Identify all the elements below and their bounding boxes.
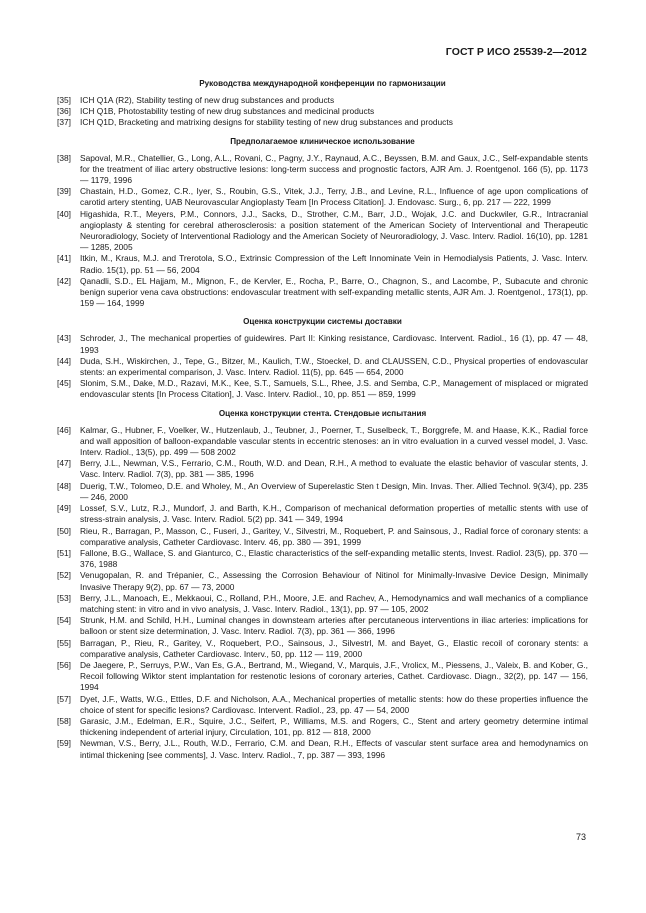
reference-number: [50] <box>57 525 71 536</box>
reference-text: De Jaegere, P., Serruys, P.W., Van Es, G.A., Bertrand, M., Wiegand, V., Marquis, J.F., Vrolicx, M., Piessens, J., Valeix, B. and Kober, G., Recoil following Wiktor stent implantation for restenotic lesions of coronary arteries, Cathet. Cardiovasc. Diagn., 32(2), pp. 147 — 156, 1994 <box>80 659 588 693</box>
reference-item <box>57 615 588 637</box>
reference-text: Slonim, S.M., Dake, M.D., Razavi, M.K., Kee, S.T., Samuels, S.L., Rhee, J.S. and Semba, C.P., Management of misplaced or migrated endovascular stents [In Process Citation], J. Vasc. Interv. Radiol., 10, pp. 851 — 859, 1999 <box>80 378 588 400</box>
reference-item <box>57 481 588 503</box>
reference-item <box>57 716 588 738</box>
section-title: Оценка конструкции системы доставки <box>243 317 402 327</box>
reference-text: Kalmar, G., Hubner, F., Voelker, W., Hutzenlaub, J., Teubner, J., Poerner, T., Suselbeck, T., Borggrefe, M. and Haase, K.K., Radial force and wall apposition of balloon-expandable vascular stents in eccentric stenoses: an in vitro evaluation in a curved vessel model, J. Vasc. Interv. Radiol., 13(5), pp. 499 — 508 2002 <box>80 424 588 458</box>
reference-item <box>57 209 588 254</box>
reference-item <box>57 425 588 459</box>
reference-item <box>57 95 588 106</box>
reference-number: [59] <box>57 738 71 749</box>
reference-number: [56] <box>57 659 71 670</box>
reference-number: [51] <box>57 547 71 558</box>
reference-item <box>57 333 588 355</box>
reference-item <box>57 660 588 694</box>
reference-item <box>57 106 588 117</box>
section-intended-clinical-use <box>57 136 588 310</box>
reference-item <box>57 593 588 615</box>
reference-item <box>57 503 588 525</box>
reference-number: [53] <box>57 592 71 603</box>
reference-text: Duda, S.H., Wiskirchen, J., Tepe, G., Bitzer, M., Kaulich, T.W., Stoeckel, D. and CLAUSSEN, C.D., Physical properties of endovascular stents: an experimental comparison, J. Vasc. Interv. Radiol. 11(5), pp. 645 — 654, 2000 <box>80 355 588 378</box>
reference-number: [46] <box>57 424 71 435</box>
reference-number: [54] <box>57 615 71 626</box>
section-stent-bench-testing <box>57 408 588 761</box>
reference-number: [40] <box>57 208 71 219</box>
section-title: Предполагаемое клиническое использование <box>230 136 415 146</box>
reference-number: [43] <box>57 333 71 344</box>
reference-number: [44] <box>57 355 71 366</box>
reference-number: [35] <box>57 95 71 105</box>
reference-number: [36] <box>57 106 71 117</box>
reference-text: Schroder, J., The mechanical properties of guidewires. Part II: Kinking resistance, Cardiovasc. Intervent. Radiol., 16 (1), pp. 47 — 48, 1993 <box>80 333 588 355</box>
reference-item <box>57 117 588 128</box>
reference-item <box>57 186 588 208</box>
reference-number: [45] <box>57 378 71 389</box>
reference-item <box>57 458 588 480</box>
reference-number: [47] <box>57 458 71 469</box>
reference-text: Chastain, H.D., Gomez, C.R., Iyer, S., Roubin, G.S., Vitek, J.J., Terry, J.B., and Levine, R.L., Influence of age upon complications of carotid artery stenting, UAB Neurovascular Angioplasty Team [In Process Citation]. J. Endovasc. Surg., 6, pp. 217 — 222, 1999 <box>80 186 588 208</box>
reference-number: [38] <box>57 152 71 163</box>
reference-text: Fallone, B.G., Wallace, S. and Gianturco, C., Elastic characteristics of the self-expanding metallic stents, Invest. Radiol. 23(5), pp. 370 — 376, 1988 <box>80 547 588 570</box>
reference-text: Lossef, S.V., Lutz, R.J., Mundorf, J. and Barth, K.H., Comparison of mechanical deformation properties of metallic stents with use of stress-strain analysis, J. Vasc. Interv. Radiol. 5(2) pp. 341 — 349, 1994 <box>80 503 588 525</box>
reference-text: Strunk, H.M. and Schild, H.H., Luminal changes in downsteam arteries after percutaneous interventions in iliac arteries: implications for balloon or stent size determination, J. Vasc. Interv. Radiol. 7(3), pp. 361 — 366, 1996 <box>80 615 588 637</box>
reference-text: Higashida, R.T., Meyers, P.M., Connors, J.J., Sacks, D., Strother, C.M., Barr, J.D., Wojak, J.C. and Duckwiler, G.R., Intracranial angioplasty & stenting for cerebral atherosclerosis: a position statement of the American Society of Interventional and Therapeutic Neuroradiology, Society of Interventional Radiology and the American Society of Neuroradiology, J. Vasc. Interv. Radiol. 16(10), pp. 1281 — 1285, 2005 <box>80 208 588 253</box>
reference-text: Qanadli, S.D., EL Hajjam, M., Mignon, F., de Kervler, E., Rocha, P., Barre, O., Chagnon, S., and Lacombe, P., Subacute and chronic benign superior vena cava obstructions: endovascular treatment with self-expanding metallic stents, AJR Am. J. Roentgenol., 173(1), pp. 159 — 164, 1999 <box>80 275 588 309</box>
reference-number: [58] <box>57 715 71 726</box>
reference-item <box>57 253 588 275</box>
reference-item <box>57 548 588 570</box>
reference-item <box>57 276 588 310</box>
section-title: Оценка конструкции стента. Стендовые испытания <box>218 408 427 418</box>
reference-number: [48] <box>57 480 71 491</box>
reference-number: [41] <box>57 253 71 264</box>
reference-item <box>57 356 588 378</box>
reference-item <box>57 738 588 760</box>
reference-text: Duerig, T.W., Tolomeo, D.E. and Wholey, M., An Overview of Superelastic Sten t Design, Min. Invas. Ther. Allied Technol. 9(3/4), pp. 235 — 246, 2000 <box>80 480 588 502</box>
reference-item <box>57 694 588 716</box>
reference-number: [37] <box>57 117 71 128</box>
reference-text: Berry, J.L., Manoach, E., Mekkaoui, C., Rolland, P.H., Moore, J.E. and Rachev, A., Hemodynamics and wall mechanics of a compliance matching stent: in vitro and in vivo analysis, J. Vasc. Interv. Radiol., 13(1), pp. 97 — 105, 2002 <box>80 592 588 614</box>
reference-text: ICH Q1D, Bracketing and matrixing designs for stability testing of new drug substances and products <box>80 117 453 128</box>
reference-text: Venugopalan, R. and Trépanier, C., Assessing the Corrosion Behaviour of Nitinol for Minimally-Invasive Device Design, Minimally Invasive Therapy 9(2), pp. 67 — 73, 2000 <box>80 570 588 592</box>
reference-item <box>57 153 588 187</box>
reference-text: Barragan, P., Rieu, R., Garitey, V., Roquebert, P.O., Sainsous, J., Silvestrl, M. and Bayet, G., Elastic recoil of coronary stents: a comparative analysis, Catheter Cardiovasc. Interv., 50, pp. 112 — 119, 2000 <box>80 637 588 659</box>
section-title: Руководства международной конференции по гармонизации <box>199 79 446 88</box>
references-content <box>57 78 588 768</box>
reference-text: Rieu, R., Barragan, P., Masson, C., Fuseri, J., Garitey, V., Silvestri, M., Roquebert, P. and Sainsous, J., Radial force of coronary stents: a comparative analysis, Catheter Cardiovasc. Interv. 46, pp. 380 — 391, 1999 <box>80 525 588 547</box>
document-header: ГОСТ Р ИСО 25539-2—2012 <box>445 46 587 58</box>
reference-text: Garasic, J.M., Edelman, E.R., Squire, J.C., Seifert, P., Williams, M.S. and Rogers, C., Stent and artery geometry determine intimal thickening independent of arterial injury, Circulation, 101, pp. 812 — 818, 2000 <box>80 715 588 738</box>
reference-number: [49] <box>57 503 71 514</box>
reference-item <box>57 638 588 660</box>
reference-text: Newman, V.S., Berry, J.L., Routh, W.D., Ferrario, C.M. and Dean, R.H., Effects of vascular stent surface area and hemodynamics on intimal thickening [see comments], J. Vasc. Interv. Radiol., 7, pp. 387 — 393, 1996 <box>80 738 588 760</box>
reference-number: [39] <box>57 186 71 197</box>
reference-text: ICH Q1B, Photostability testing of new drug substances and medicinal products <box>80 106 375 117</box>
reference-number: [55] <box>57 637 71 648</box>
reference-text: Sapoval, M.R., Chatellier, G., Long, A.L., Rovani, C., Pagny, J.Y., Raynaud, A.C., Beyssen, B.M. and Gaux, J.C., Self-expandable stents for the treatment of iliac artery obstructive lesions: long-term success and prognostic factors, AJR Am. J. Roentgenol. 166 (5), pp. 1173 — 1179, 1996 <box>80 152 588 186</box>
reference-number: [52] <box>57 570 71 581</box>
reference-text: ICH Q1A (R2), Stability testing of new drug substances and products <box>80 95 335 105</box>
reference-item <box>57 526 588 548</box>
page-number: 73 <box>575 832 586 842</box>
reference-text: Dyet, J.F., Watts, W.G., Ettles, D.F. and Nicholson, A.A., Mechanical properties of metallic stents: how do these properties influence the choice of stent for specific lesions? Cardiovasc. Intervent. Radiol., 23, pp. 47 — 54, 2000 <box>80 693 588 715</box>
reference-number: [42] <box>57 275 71 286</box>
reference-number: [57] <box>57 693 71 704</box>
reference-text: Itkin, M., Kraus, M.J. and Trerotola, S.O., Extrinsic Compression of the Left Innominate Vein in Hemodialysis Patients, J. Vasc. Interv. Radio. 15(1), pp. 51 — 56, 2004 <box>80 253 588 275</box>
section-ich-guidelines <box>57 78 588 129</box>
reference-item <box>57 570 588 592</box>
reference-item <box>57 378 588 400</box>
reference-text: Berry, J.L., Newman, V.S., Ferrario, C.M., Routh, W.D. and Dean, R.H., A method to evaluate the elastic behavior of vascular stents, J. Vasc. Interv. Radiol. 7(3), pp. 381 — 385, 1996 <box>80 458 588 480</box>
section-delivery-system-design <box>57 316 588 400</box>
